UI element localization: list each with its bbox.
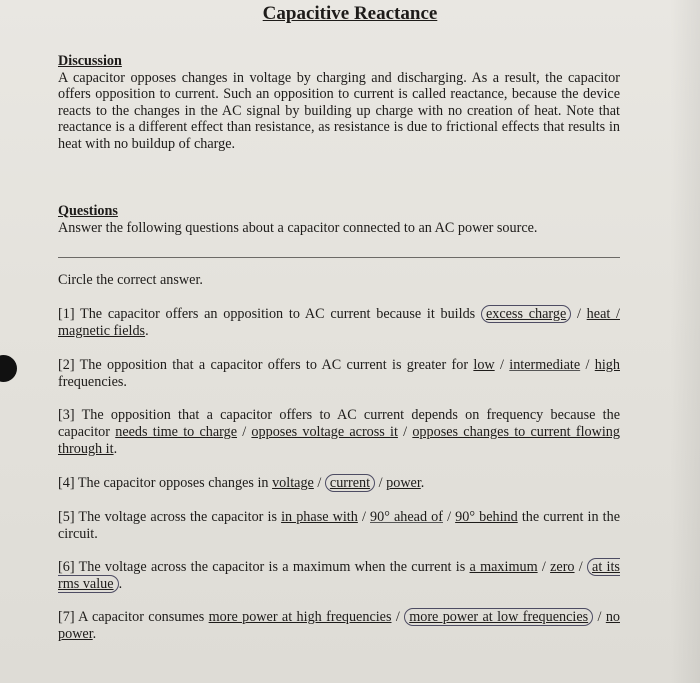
- instruction: Circle the correct answer.: [58, 272, 203, 288]
- question-text: A capacitor consumes: [78, 609, 209, 625]
- option-separator: /: [237, 424, 252, 440]
- question-number: [3]: [58, 407, 75, 423]
- question-end: .: [113, 441, 118, 457]
- question-number: [1]: [58, 306, 75, 322]
- question-number: [5]: [58, 509, 75, 525]
- question-text: The voltage across the capacitor is a maximum when the current is: [78, 559, 470, 575]
- option-separator: /: [313, 475, 325, 491]
- answer-option-selected[interactable]: more power at low frequencies: [404, 608, 593, 626]
- option-separator: /: [580, 357, 595, 373]
- question-4: [58, 475, 620, 492]
- question-2: [58, 357, 620, 391]
- answer-option[interactable]: a maximum: [469, 559, 538, 575]
- question-1: [58, 306, 620, 340]
- answer-option[interactable]: heat / magnetic fields: [58, 306, 620, 339]
- questions-intro: Answer the following questions about a capacitor connected to an AC power source.: [58, 219, 538, 236]
- option-separator: /: [574, 559, 588, 575]
- answer-option-selected[interactable]: current: [325, 474, 375, 492]
- option-separator: /: [391, 609, 405, 625]
- option-separator: /: [442, 509, 456, 525]
- questions-heading: Questions: [58, 203, 118, 219]
- page-title: Capacitive Reactance: [262, 3, 438, 24]
- question-number: [2]: [58, 357, 75, 373]
- discussion-text: A capacitor opposes changes in voltage by charging and discharging. As a result, the capacitor offers opposition to current. Such an opposition to current is called reactance, because the device reacts to the changes in the AC signal by building up charge with no creation of heat. Note that reactance is a different effect than resistance, as resistance is due to frictional effects that results in heat with no buildup of charge.: [58, 69, 620, 152]
- option-separator: /: [357, 509, 371, 525]
- question-number: [7]: [58, 609, 75, 625]
- question-end: the current in the circuit.: [58, 509, 621, 542]
- question-number: [6]: [58, 559, 75, 575]
- answer-option[interactable]: opposes changes to current flowing through it: [58, 424, 620, 457]
- question-end: frequencies.: [58, 374, 127, 390]
- binder-hole: [0, 355, 17, 382]
- question-end: .: [420, 475, 425, 491]
- answer-option[interactable]: in phase with: [281, 509, 358, 525]
- question-end: .: [118, 576, 123, 592]
- question-5: [58, 509, 620, 543]
- question-number: [4]: [58, 475, 75, 491]
- question-text: The opposition that a capacitor offers to AC current depends on frequency because the capacitor: [58, 407, 621, 440]
- answer-option[interactable]: low: [473, 357, 495, 373]
- question-7: [58, 609, 620, 643]
- option-separator: /: [537, 559, 551, 575]
- discussion-heading: Discussion: [58, 53, 122, 69]
- question-text: The capacitor opposes changes in: [77, 475, 273, 491]
- discussion-section: [58, 53, 620, 152]
- answer-option[interactable]: high: [594, 357, 620, 373]
- question-3: [58, 407, 620, 458]
- option-separator: /: [571, 306, 587, 322]
- question-end: .: [145, 323, 149, 339]
- answer-option-selected[interactable]: excess charge: [481, 305, 571, 323]
- question-end: .: [92, 626, 97, 642]
- page-shadow: [670, 0, 700, 683]
- answer-option[interactable]: 90° ahead of: [370, 509, 443, 525]
- answer-option[interactable]: intermediate: [509, 357, 581, 373]
- answer-option[interactable]: needs time to charge: [115, 424, 238, 440]
- option-separator: /: [593, 609, 606, 625]
- answer-option[interactable]: power: [386, 475, 421, 491]
- answer-option[interactable]: opposes voltage across it: [251, 424, 398, 440]
- answer-option[interactable]: voltage: [272, 475, 314, 491]
- answer-option[interactable]: 90° behind: [455, 509, 518, 525]
- question-text: The capacitor offers an opposition to AC current because it builds: [80, 306, 481, 322]
- question-6: [58, 559, 620, 593]
- option-separator: /: [494, 357, 510, 373]
- question-text: The voltage across the capacitor is: [78, 509, 282, 525]
- answer-option[interactable]: zero: [550, 559, 575, 575]
- option-separator: /: [375, 475, 387, 491]
- divider: [58, 257, 620, 258]
- answer-option[interactable]: more power at high frequencies: [208, 609, 392, 625]
- answer-option[interactable]: no power: [58, 609, 620, 642]
- option-separator: /: [397, 424, 413, 440]
- questions-section: [58, 203, 620, 236]
- answer-option-selected[interactable]: at its rms value: [58, 559, 620, 592]
- question-text: The opposition that a capacitor offers to AC current is greater for: [79, 357, 474, 373]
